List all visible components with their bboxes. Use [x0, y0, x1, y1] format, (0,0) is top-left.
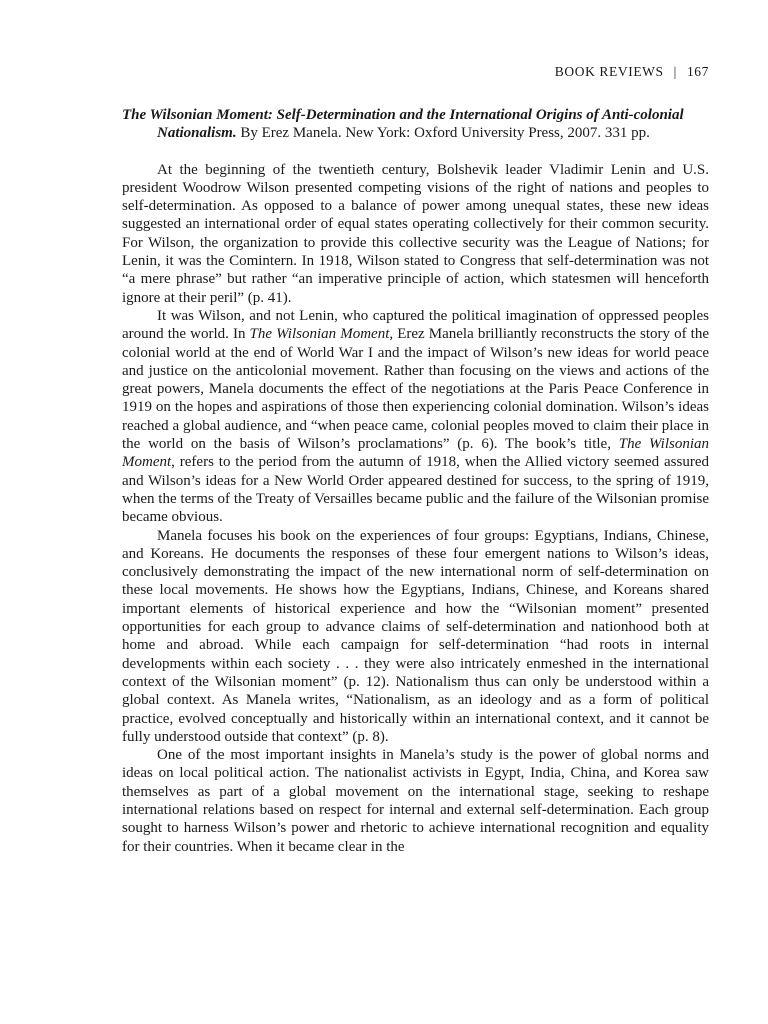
running-header [555, 64, 709, 80]
paragraph-3: Manela focuses his book on the experiences of four groups: Egyptians, Indians, Chinese, and Koreans. He documents the responses of these four emergent nations to Wilson’s ideas, conclusively demonstrating the impact of the new international norm of self-determination on these local movements. He shows how the Egyptians, Indians, Chinese, and Koreans shared important elements of historical experience and how the “Wilsonian moment” presented opportunities for each group to advance claims of self-determination and nationhood both at home and abroad. While each campaign for self-determination “had roots in internal developments within each society . . . they were also intricately enmeshed in the international context of the Wilsonian moment” (p. 12). Nationalism thus can only be understood within a global context. As Manela writes, “Nationalism, as an ideology and as a form of political practice, evolved conceptually and historically within an international context, and it cannot be fully understood outside that context” (p. 8). [122, 527, 709, 745]
review-body [122, 106, 709, 856]
paragraph-2-text-b: , Erez Manela brilliantly reconstructs the story of the colonial world at the end of World War I and the impact of Wilson’s new ideas for world peace and justice on the anticolonial movement. Rather than focusing on the views and actions of the great powers, Manela documents the effect of the negotiations at the Paris Peace Conference in 1919 on the hopes and aspirations of those then experiencing colonial domination. Wilson’s ideas reached a global audience, and “when peace came, colonial peoples moved to claim their place in the world on the basis of Wilson’s proclamations” (p. 6). The book’s title, [122, 326, 709, 453]
section-title: BOOK REVIEWS [554, 64, 664, 79]
book-citation [122, 106, 709, 143]
book-publication-details: By Erez Manela. New York: Oxford University Press, 2007. 331 pp. [236, 125, 650, 142]
page-number: 167 [686, 64, 709, 79]
paragraph-2-text-a: It was Wilson, and not Lenin, who captured the political imagination of oppressed peoples around the world. In [122, 307, 709, 343]
book-title-reference: The Wilsonian Moment [122, 436, 710, 471]
paragraph-1: At the beginning of the twentieth century, Bolshevik leader Vladimir Lenin and U.S. president Woodrow Wilson presented competing visions of the right of nations and peoples to self-determination. As opposed to a balance of power among unequal states, these new ideas suggested an international order of equal states operating collectively for their common security. For Wilson, the organization to provide this collective security was the League of Nations; for Lenin, it was the Comintern. In 1918, Wilson stated to Congress that self-determination was not “a mere phrase” but rather “an imperative principle of action, which statesmen will henceforth ignore at their peril” (p. 41). [122, 161, 709, 306]
book-title-reference: The Wilsonian Moment [249, 326, 390, 343]
header-separator: | [673, 64, 677, 79]
paragraph-2 [122, 307, 709, 527]
paragraph-2-text-c: , refers to the period from the autumn of 1918, when the Allied victory seemed assured and Wilson’s ideas for a New World Order appeared destined for success, to the spring of 1919, when the terms of the Treaty of Versailles became public and the failure of the Wilsonian promise became obvious. [122, 454, 709, 526]
book-title: The Wilsonian Moment: Self-Determination and the International Origins of Anti-colonial Nationalism. [122, 107, 684, 142]
paragraph-4: One of the most important insights in Manela’s study is the power of global norms and ideas on local political action. The nationalist activists in Egypt, India, China, and Korea saw themselves as part of a global movement on the international stage, seeking to reshape international relations based on respect for internal and external self-determination. Each group sought to harness Wilson’s power and rhetoric to achieve international recognition and equality for their countries. When it became clear in the [122, 747, 709, 855]
